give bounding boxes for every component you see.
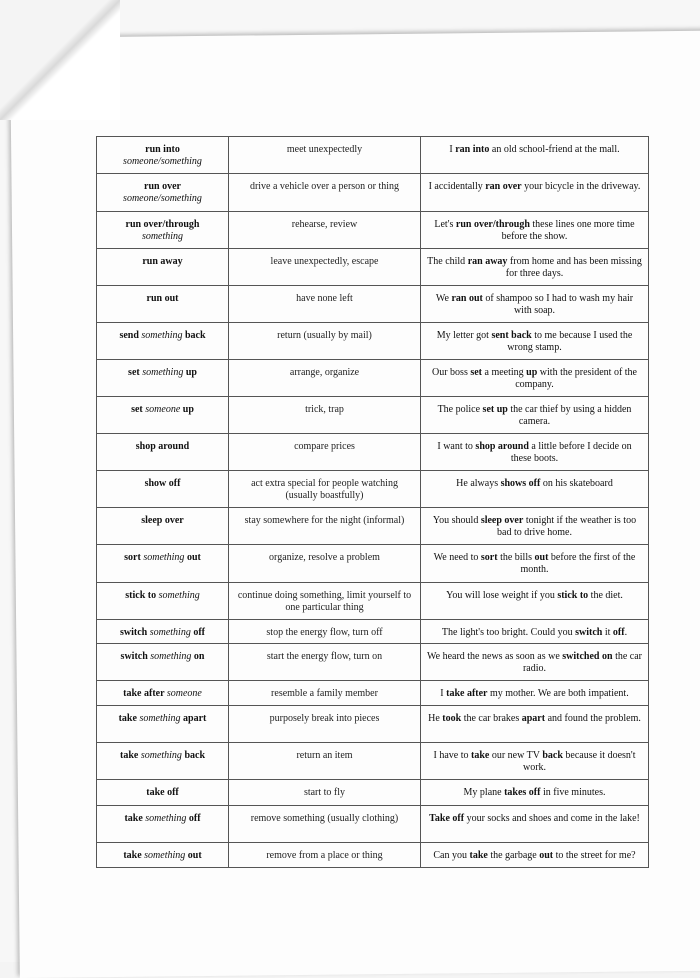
meaning-cell: remove from a place or thing bbox=[229, 843, 421, 868]
phrasal-verb-cell bbox=[97, 323, 229, 360]
verb-text: off bbox=[190, 627, 205, 638]
table-row bbox=[97, 743, 649, 780]
example-text: the car brakes bbox=[461, 713, 522, 724]
verb-text: take bbox=[124, 813, 146, 824]
meaning-cell: stop the energy flow, turn off bbox=[229, 620, 421, 644]
verb-object-placeholder: something bbox=[139, 713, 181, 724]
example-highlight: ran over bbox=[485, 181, 522, 192]
example-text: You should bbox=[432, 515, 481, 526]
example-cell bbox=[421, 323, 649, 360]
example-cell bbox=[421, 706, 649, 743]
example-text: . bbox=[624, 627, 628, 638]
verb-text: back bbox=[182, 330, 206, 341]
example-highlight: shows off bbox=[500, 478, 541, 489]
example-text: Let's bbox=[434, 219, 456, 230]
phrasal-verb-cell bbox=[97, 644, 229, 681]
example-text: these lines one more time before the show. bbox=[501, 219, 635, 242]
example-text: to me because I used the wrong stamp. bbox=[507, 330, 633, 353]
meaning-cell: rehearse, review bbox=[229, 212, 421, 249]
verb-object-placeholder: something bbox=[142, 367, 184, 378]
example-text: I bbox=[449, 144, 456, 155]
table-row bbox=[97, 471, 649, 508]
example-highlight: sleep over bbox=[480, 515, 524, 526]
phrasal-verb-cell bbox=[97, 620, 229, 644]
phrasal-verb-cell bbox=[97, 212, 229, 249]
verb-text: shop around bbox=[135, 441, 190, 452]
example-highlight: switch bbox=[575, 627, 603, 638]
example-text: The light's too bright. Could you bbox=[441, 627, 576, 638]
verb-text: run over/through bbox=[125, 219, 200, 230]
example-cell bbox=[421, 508, 649, 545]
table-row bbox=[97, 508, 649, 545]
phrasal-verb-cell bbox=[97, 471, 229, 508]
table-row bbox=[97, 249, 649, 286]
phrasal-verb-cell bbox=[97, 706, 229, 743]
verb-text: switch bbox=[120, 651, 151, 662]
example-cell bbox=[421, 806, 649, 843]
table-row bbox=[97, 843, 649, 868]
verb-text: run over bbox=[144, 181, 181, 192]
example-text: I bbox=[440, 688, 447, 699]
phrasal-verb-cell bbox=[97, 434, 229, 471]
example-text: The police bbox=[437, 404, 483, 415]
example-text: because it doesn't work. bbox=[522, 750, 636, 773]
table-row bbox=[97, 286, 649, 323]
table-row bbox=[97, 706, 649, 743]
verb-text: take bbox=[119, 750, 141, 761]
example-highlight: run over/through bbox=[455, 219, 530, 230]
verb-text: up bbox=[183, 367, 197, 378]
phrasal-verb-cell bbox=[97, 397, 229, 434]
example-text: your socks and shoes and come in the lake! bbox=[464, 813, 640, 824]
example-highlight: set up bbox=[482, 404, 508, 415]
example-highlight: switched on bbox=[562, 651, 613, 662]
example-text: the diet. bbox=[588, 590, 623, 601]
verb-text: stick to bbox=[125, 590, 159, 601]
example-cell bbox=[421, 471, 649, 508]
verb-text: up bbox=[180, 404, 194, 415]
phrasal-verb-cell bbox=[97, 583, 229, 620]
example-cell bbox=[421, 620, 649, 644]
phrasal-verb-cell bbox=[97, 743, 229, 780]
table-row bbox=[97, 644, 649, 681]
example-highlight: up bbox=[526, 367, 538, 378]
table-row bbox=[97, 434, 649, 471]
meaning-cell: arrange, organize bbox=[229, 360, 421, 397]
meaning-cell: have none left bbox=[229, 286, 421, 323]
example-text: I accidentally bbox=[428, 181, 486, 192]
example-cell bbox=[421, 681, 649, 706]
example-cell bbox=[421, 397, 649, 434]
example-highlight: shop around bbox=[475, 441, 529, 452]
example-text: an old school-friend at the mall. bbox=[489, 144, 620, 155]
example-text: in five minutes. bbox=[540, 787, 606, 798]
meaning-cell: start to fly bbox=[229, 780, 421, 806]
verb-text: take bbox=[118, 713, 140, 724]
example-text: on his skateboard bbox=[540, 478, 613, 489]
phrasal-verb-cell bbox=[97, 286, 229, 323]
example-highlight: off bbox=[612, 627, 625, 638]
example-text: You will lose weight if you bbox=[446, 590, 558, 601]
verb-text: show off bbox=[144, 478, 181, 489]
example-cell bbox=[421, 249, 649, 286]
phrasal-verb-table-body bbox=[97, 137, 649, 868]
example-text: We need to bbox=[433, 552, 481, 563]
table-row bbox=[97, 397, 649, 434]
phrasal-verb-cell bbox=[97, 843, 229, 868]
example-text: We bbox=[435, 293, 452, 304]
example-highlight: take bbox=[469, 850, 488, 861]
verb-object-placeholder: someone bbox=[145, 404, 181, 415]
verb-object-placeholder: something bbox=[140, 750, 182, 761]
verb-text: out bbox=[184, 552, 201, 563]
example-highlight: stick to bbox=[557, 590, 589, 601]
example-cell bbox=[421, 434, 649, 471]
table-row bbox=[97, 212, 649, 249]
example-highlight: back bbox=[542, 750, 563, 761]
example-text: a meeting bbox=[482, 367, 527, 378]
verb-object-placeholder: something bbox=[141, 231, 184, 242]
example-highlight: set bbox=[470, 367, 483, 378]
example-cell bbox=[421, 843, 649, 868]
verb-object-placeholder: something bbox=[141, 330, 183, 341]
example-cell bbox=[421, 583, 649, 620]
table-row bbox=[97, 780, 649, 806]
example-cell bbox=[421, 545, 649, 583]
table-row bbox=[97, 137, 649, 174]
example-highlight: sent back bbox=[491, 330, 532, 341]
verb-text: sleep over bbox=[141, 515, 184, 526]
table-row bbox=[97, 681, 649, 706]
meaning-cell: act extra special for people watching (usually boastfully) bbox=[229, 471, 421, 508]
verb-text: switch bbox=[119, 627, 150, 638]
verb-text: on bbox=[191, 651, 205, 662]
example-highlight: ran out bbox=[451, 293, 483, 304]
example-highlight: out bbox=[539, 850, 554, 861]
example-text: and found the problem. bbox=[545, 713, 641, 724]
example-highlight: ran away bbox=[467, 256, 508, 267]
example-text: of shampoo so I had to wash my hair with soap. bbox=[482, 293, 634, 316]
verb-text: out bbox=[185, 850, 202, 861]
example-highlight: apart bbox=[521, 713, 546, 724]
example-highlight: take bbox=[471, 750, 490, 761]
example-text: Can you bbox=[433, 850, 470, 861]
verb-text: take after bbox=[123, 688, 167, 699]
example-text: a little before I decide on these boots. bbox=[510, 441, 632, 464]
verb-text: take bbox=[123, 850, 145, 861]
example-text: He bbox=[428, 713, 443, 724]
example-text: the car thief by using a hidden camera. bbox=[507, 404, 632, 427]
table-row bbox=[97, 174, 649, 212]
verb-object-placeholder: something bbox=[149, 627, 191, 638]
phrasal-verb-table bbox=[96, 136, 649, 868]
example-highlight: took bbox=[442, 713, 462, 724]
example-text: our new TV bbox=[489, 750, 543, 761]
example-text: to the street for me? bbox=[553, 850, 636, 861]
verb-object-placeholder: someone/something bbox=[123, 156, 202, 167]
example-text: My plane bbox=[463, 787, 505, 798]
example-text: the car radio. bbox=[522, 651, 642, 674]
table-row bbox=[97, 583, 649, 620]
verb-text: run away bbox=[142, 256, 183, 267]
verb-text: run out bbox=[146, 293, 179, 304]
page-corner-fold bbox=[0, 0, 120, 120]
meaning-cell: drive a vehicle over a person or thing bbox=[229, 174, 421, 212]
example-highlight: takes off bbox=[504, 787, 541, 798]
example-highlight: out bbox=[534, 552, 549, 563]
example-cell bbox=[421, 137, 649, 174]
verb-object-placeholder: something bbox=[158, 590, 200, 601]
example-text: my mother. We are both impatient. bbox=[487, 688, 629, 699]
example-text: The child bbox=[427, 256, 468, 267]
phrasal-verb-cell bbox=[97, 174, 229, 212]
verb-object-placeholder: someone/something bbox=[123, 193, 202, 204]
phrasal-verb-cell bbox=[97, 137, 229, 174]
meaning-cell: meet unexpectedly bbox=[229, 137, 421, 174]
meaning-cell: compare prices bbox=[229, 434, 421, 471]
verb-text: take off bbox=[146, 787, 179, 798]
phrasal-verb-cell bbox=[97, 806, 229, 843]
example-text: tonight if the weather is too bad to drive home. bbox=[497, 515, 637, 538]
verb-text: set bbox=[128, 367, 143, 378]
example-cell bbox=[421, 780, 649, 806]
example-text: it bbox=[602, 627, 613, 638]
example-highlight: ran into bbox=[455, 144, 490, 155]
table-row bbox=[97, 323, 649, 360]
meaning-cell: purposely break into pieces bbox=[229, 706, 421, 743]
example-cell bbox=[421, 360, 649, 397]
example-cell bbox=[421, 212, 649, 249]
example-text: We heard the news as soon as we bbox=[427, 651, 563, 662]
meaning-cell: remove something (usually clothing) bbox=[229, 806, 421, 843]
meaning-cell: organize, resolve a problem bbox=[229, 545, 421, 583]
example-text: I want to bbox=[437, 441, 476, 452]
verb-text: run into bbox=[145, 144, 180, 155]
example-text: He always bbox=[456, 478, 501, 489]
verb-text: send bbox=[119, 330, 142, 341]
example-highlight: take after bbox=[446, 688, 488, 699]
meaning-cell: leave unexpectedly, escape bbox=[229, 249, 421, 286]
example-text: with the president of the company. bbox=[515, 367, 637, 390]
phrasal-verb-cell bbox=[97, 780, 229, 806]
meaning-cell: trick, trap bbox=[229, 397, 421, 434]
verb-object-placeholder: something bbox=[150, 651, 192, 662]
verb-text: set bbox=[131, 404, 146, 415]
example-text: Our boss bbox=[432, 367, 471, 378]
example-cell bbox=[421, 644, 649, 681]
meaning-cell: return an item bbox=[229, 743, 421, 780]
example-text: before the first of the month. bbox=[520, 552, 636, 575]
example-text: I have to bbox=[433, 750, 471, 761]
phrasal-verb-cell bbox=[97, 508, 229, 545]
meaning-cell: return (usually by mail) bbox=[229, 323, 421, 360]
example-highlight: Take off bbox=[429, 813, 465, 824]
meaning-cell: resemble a family member bbox=[229, 681, 421, 706]
verb-object-placeholder: something bbox=[145, 813, 187, 824]
verb-text: apart bbox=[180, 713, 207, 724]
example-text: your bicycle in the driveway. bbox=[521, 181, 641, 192]
example-cell bbox=[421, 174, 649, 212]
table-row bbox=[97, 545, 649, 583]
phrasal-verb-cell bbox=[97, 360, 229, 397]
example-text: My letter got bbox=[436, 330, 492, 341]
example-text: the garbage bbox=[487, 850, 540, 861]
example-text: the bills bbox=[497, 552, 535, 563]
table-row bbox=[97, 806, 649, 843]
example-cell bbox=[421, 743, 649, 780]
table-row bbox=[97, 620, 649, 644]
verb-text: back bbox=[181, 750, 205, 761]
example-cell bbox=[421, 286, 649, 323]
verb-object-placeholder: someone bbox=[166, 688, 202, 699]
table-row bbox=[97, 360, 649, 397]
example-text: from home and has been missing for three days. bbox=[505, 256, 642, 279]
meaning-cell: continue doing something, limit yourself to one particular thing bbox=[229, 583, 421, 620]
example-highlight: sort bbox=[480, 552, 498, 563]
phrasal-verb-cell bbox=[97, 545, 229, 583]
verb-text: off bbox=[186, 813, 201, 824]
phrasal-verb-cell bbox=[97, 681, 229, 706]
verb-object-placeholder: something bbox=[144, 850, 186, 861]
phrasal-verb-cell bbox=[97, 249, 229, 286]
meaning-cell: start the energy flow, turn on bbox=[229, 644, 421, 681]
verb-object-placeholder: something bbox=[143, 552, 185, 563]
meaning-cell: stay somewhere for the night (informal) bbox=[229, 508, 421, 545]
verb-text: sort bbox=[124, 552, 144, 563]
